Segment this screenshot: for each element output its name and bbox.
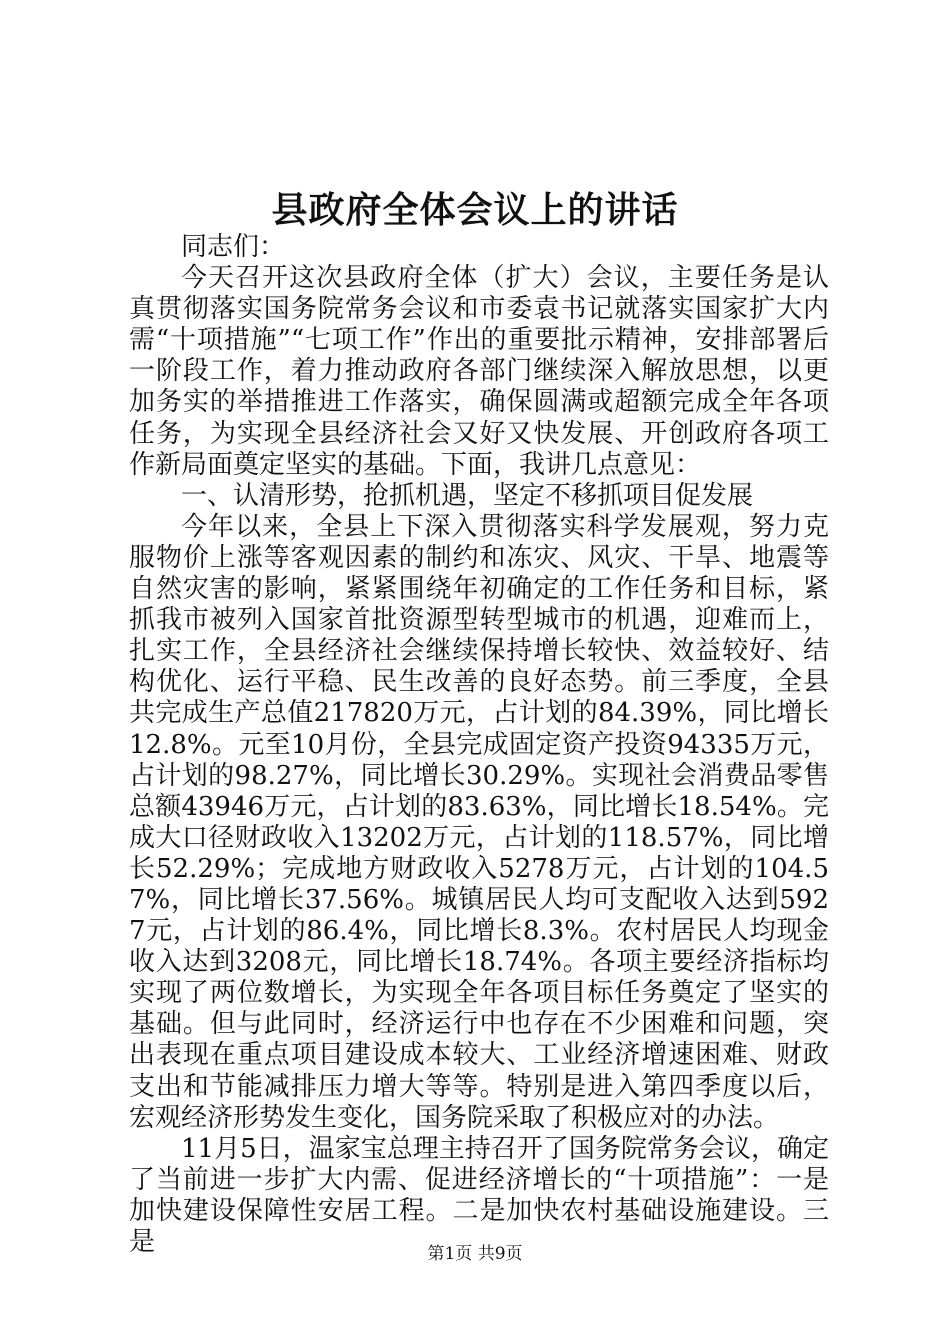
body-paragraph: 今年以来，全县上下深入贯彻落实科学发展观，努力克服物价上涨等客观因素的制约和冻灾、风灾、干旱、地震等自然灾害的影响，紧紧围绕年初确定的工作任务和目标，紧抓我市被列入国家首批资源型转型城市的机遇，迎难而上，扎实工作，全县经济社会继续保持增长较快、效益较好、结构优化、运行平稳、民生改善的良好态势。前三季度，全县共完成生产总值217820万元，占计划的84.39%，同比增长12.8%。元至10月份，全县完成固定资产投资94335万元，占计划的98.27%，同比增长30.29%。实现社会消费品零售总额43946万元，占计划的83.63%，同比增长18.54%。完成大口径财政收入13202万元，占计划的118.57%，同比增长52.29%；完成地方财政收入5278万元，占计划的104.57%，同比增长37.56%。城镇居民人均可支配收入达到5927元，占计划的86.4%，同比增长8.3%。农村居民人均现金收入达到3208元，同比增长18.74%。各项主要经济指标均实现了两位数增长，为实现全年各项目标任务奠定了坚实的基础。但与此同时，经济运行中也存在不少困难和问题，突出表现在重点项目建设成本较大、工业经济增速困难、财政支出和节能减排压力增大等等。特别是进入第四季度以后，宏观经济形势发生变化，国务院采取了积极应对的办法。 [129,511,829,1133]
document-title: 县政府全体会议上的讲话 [271,189,679,231]
body-paragraph: 11月5日，温家宝总理主持召开了国务院常务会议，确定了当前进一步扩大内需、促进经济增长的“十项措施”：一是加快建设保障性安居工程。二是加快农村基础设施建设。三是 [129,1133,829,1257]
salutation-paragraph: 同志们： [181,232,286,262]
section-heading-1: 一、认清形势，抢抓机遇，坚定不移抓项目促发展 [181,480,754,511]
page-number-footer: 第1页 共9页 [427,1244,523,1264]
intro-paragraph: 今天召开这次县政府全体（扩大）会议，主要任务是认真贯彻落实国务院常务会议和市委袁书记就落实国家扩大内需“十项措施”“七项工作”作出的重要批示精神，安排部署后一阶段工作，着力推动政府各部门继续深入解放思想，以更加务实的举措推进工作落实，确保圆满或超额完成全年各项任务，为实现全县经济社会又好又快发展、开创政府各项工作新局面奠定坚实的基础。下面，我讲几点意见： [129,263,829,480]
document-body [129,232,829,1258]
